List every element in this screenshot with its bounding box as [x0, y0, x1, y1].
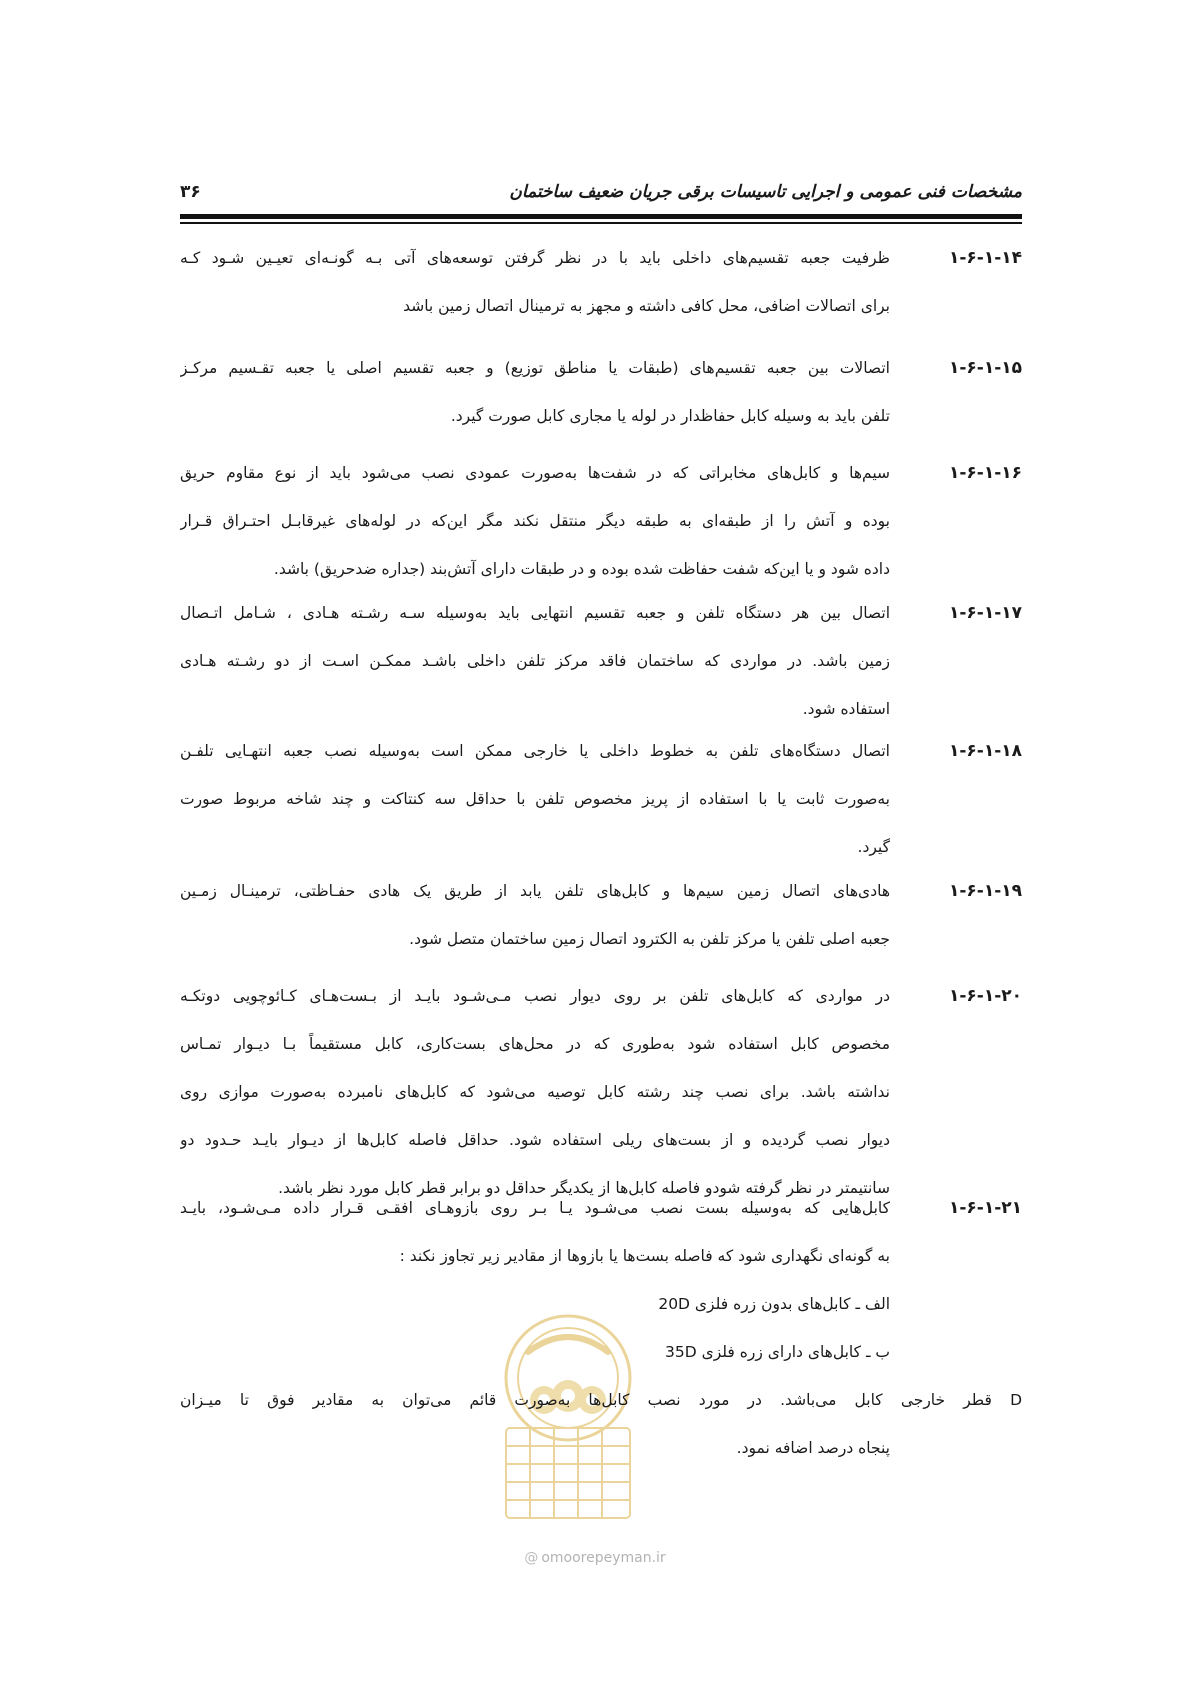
- text-line: در مواردی که کابل‌های تلفن بر روی دیوار نصب مـی‌شـود بایـد از بـست‌هـای کـائوچویی دوتکـه: [180, 987, 890, 1005]
- text-line: به‌صورت ثابت یا با استفاده از پریز مخصوص تلفن با حداقل سه کنتاکت و چند شاخه مربوط صورت: [180, 790, 890, 808]
- list-item-unarmored: الف ـ کابل‌های بدون زره فلزی 20D: [658, 1295, 890, 1313]
- watermark-site: omoorepeyman.ir: [541, 1550, 666, 1566]
- text-line: برای اتصالات اضافی، محل کافی داشته و مجهز به ترمینال اتصال زمین باشد: [403, 297, 890, 315]
- text-line: مخصوص کابل استفاده شود به‌طوری که در محل‌های بست‌کاری، کابل مستقیماً بـا دیـوار تمـاس: [180, 1035, 890, 1053]
- text-line: جعبه اصلی تلفن یا مرکز تلفن به الکترود اتصال زمین ساختمان متصل شود.: [409, 930, 890, 948]
- at-icon: @: [524, 1550, 539, 1566]
- clause-number: ۱-۶-۱-۱۷: [948, 603, 1022, 623]
- text-line: گیرد.: [857, 838, 890, 856]
- text-line: استفاده شود.: [802, 700, 890, 718]
- text-line: ظرفیت جعبه تقسیم‌های داخلی باید با در نظر گرفتن توسعه‌های آتی بـه گونـه‌ای تعیـین شـود کـه: [180, 249, 890, 267]
- clause-number: ۱-۶-۱-۱۶: [948, 463, 1022, 483]
- clause-text: [180, 344, 890, 440]
- text-line: نداشته باشد. برای نصب چند رشته کابل توصیه می‌شود که کابل‌های نامبرده به‌صورت موازی روی: [180, 1083, 890, 1101]
- list-item-armored: ب ـ کابل‌های دارای زره فلزی 35D: [665, 1343, 890, 1361]
- page-header: [180, 178, 1022, 218]
- text-line: اتصال بین هر دستگاه تلفن و جعبه تقسیم انتهایی باید به‌وسیله سـه رشـته هـادی ، شـامل اتـصال: [180, 604, 890, 622]
- text-line: سانتیمتر در نظر گرفته شودو فاصله کابل‌ها از یکدیگر حداقل دو برابر قطر کابل مورد نظر باشد.: [278, 1179, 890, 1197]
- header-rule-thin: [180, 222, 1022, 224]
- clause-number: ۱-۶-۱-۱۹: [948, 881, 1022, 901]
- clause-number: ۱-۶-۱-۱۴: [948, 248, 1022, 268]
- text-line: سیم‌ها و کابل‌های مخابراتی که در شفت‌ها به‌صورت عمودی نصب می‌شود باید از نوع مقاوم حریق: [180, 464, 890, 482]
- text-line: اتصالات بین جعبه تقسیم‌های (طبقات یا مناطق توزیع) و جعبه تقسیم اصلی یا جعبه تقـسیم مرکـز: [180, 359, 890, 377]
- clause-21-trailing: [180, 1376, 1022, 1472]
- header-title: مشخصات فنی عمومی و اجرایی تاسیسات برقی جریان ضعیف ساختمان: [509, 182, 1022, 202]
- clause-text: [180, 234, 890, 330]
- text-line: D قطر خارجی کابل می‌باشد. در مورد نصب کابل‌ها به‌صورت قائم می‌توان به مقادیر فوق تا میـزان: [180, 1391, 1022, 1409]
- watermark-url: [0, 1550, 1190, 1566]
- text-line: پنجاه درصد اضافه نمود.: [736, 1439, 890, 1457]
- clause-text: [180, 589, 890, 733]
- clause-number: ۱-۶-۱-۱۸: [948, 741, 1022, 761]
- clause-text: [180, 972, 890, 1212]
- text-line: دیوار نصب گردیده و از بست‌های ریلی استفاده شود. حداقل فاصله کابل‌ها از دیـوار بایـد حـدود دو: [180, 1131, 890, 1149]
- text-line: بوده و آتش را از طبقه‌ای به طبقه دیگر منتقل نکند مگر این‌که در لوله‌های غیرقابـل احتـراق قـرار: [180, 512, 890, 530]
- header-rule-thick: [180, 214, 1022, 219]
- clause-text: [180, 867, 890, 963]
- text-line: داده شود و یا این‌که شفت حفاظت شده بوده و در طبقات دارای آتش‌بند (جداره ضدحریق) باشد.: [273, 560, 890, 578]
- text-line: کابل‌هایی که به‌وسیله بست نصب می‌شـود یـا بـر روی بازوهـای افقـی قـرار داده مـی‌شـود، بایـد: [180, 1199, 890, 1217]
- clause-text: [180, 1184, 890, 1376]
- clause-number: ۱-۶-۱-۲۱: [948, 1198, 1022, 1218]
- text-line: اتصال دستگاه‌های تلفن به خطوط داخلی یا خارجی ممکن است به‌وسیله نصب جعبه انتهـایی تلفـن: [180, 742, 890, 760]
- clause-number: ۱-۶-۱-۱۵: [948, 358, 1022, 378]
- clause-text: [180, 727, 890, 871]
- text-line: تلفن باید به وسیله کابل حفاظدار در لوله یا مجاری کابل صورت گیرد.: [450, 407, 890, 425]
- page-number: ۳۶: [180, 182, 201, 202]
- clause-text: [180, 449, 890, 593]
- clause-number: ۱-۶-۱-۲۰: [948, 986, 1022, 1006]
- text-line: زمین باشد. در مواردی که ساختمان فاقد مرکز تلفن داخلی باشـد ممکـن اسـت از دو رشـته هـادی: [180, 652, 890, 670]
- text-line: هادی‌های اتصال زمین سیم‌ها و کابل‌های تلفن یابد از طریق یک هادی حفـاظتی، ترمینـال زمـین: [180, 882, 890, 900]
- text-line: به گونه‌ای نگهداری شود که فاصله بست‌ها یا بازوها از مقادیر زیر تجاوز نکند :: [399, 1247, 890, 1265]
